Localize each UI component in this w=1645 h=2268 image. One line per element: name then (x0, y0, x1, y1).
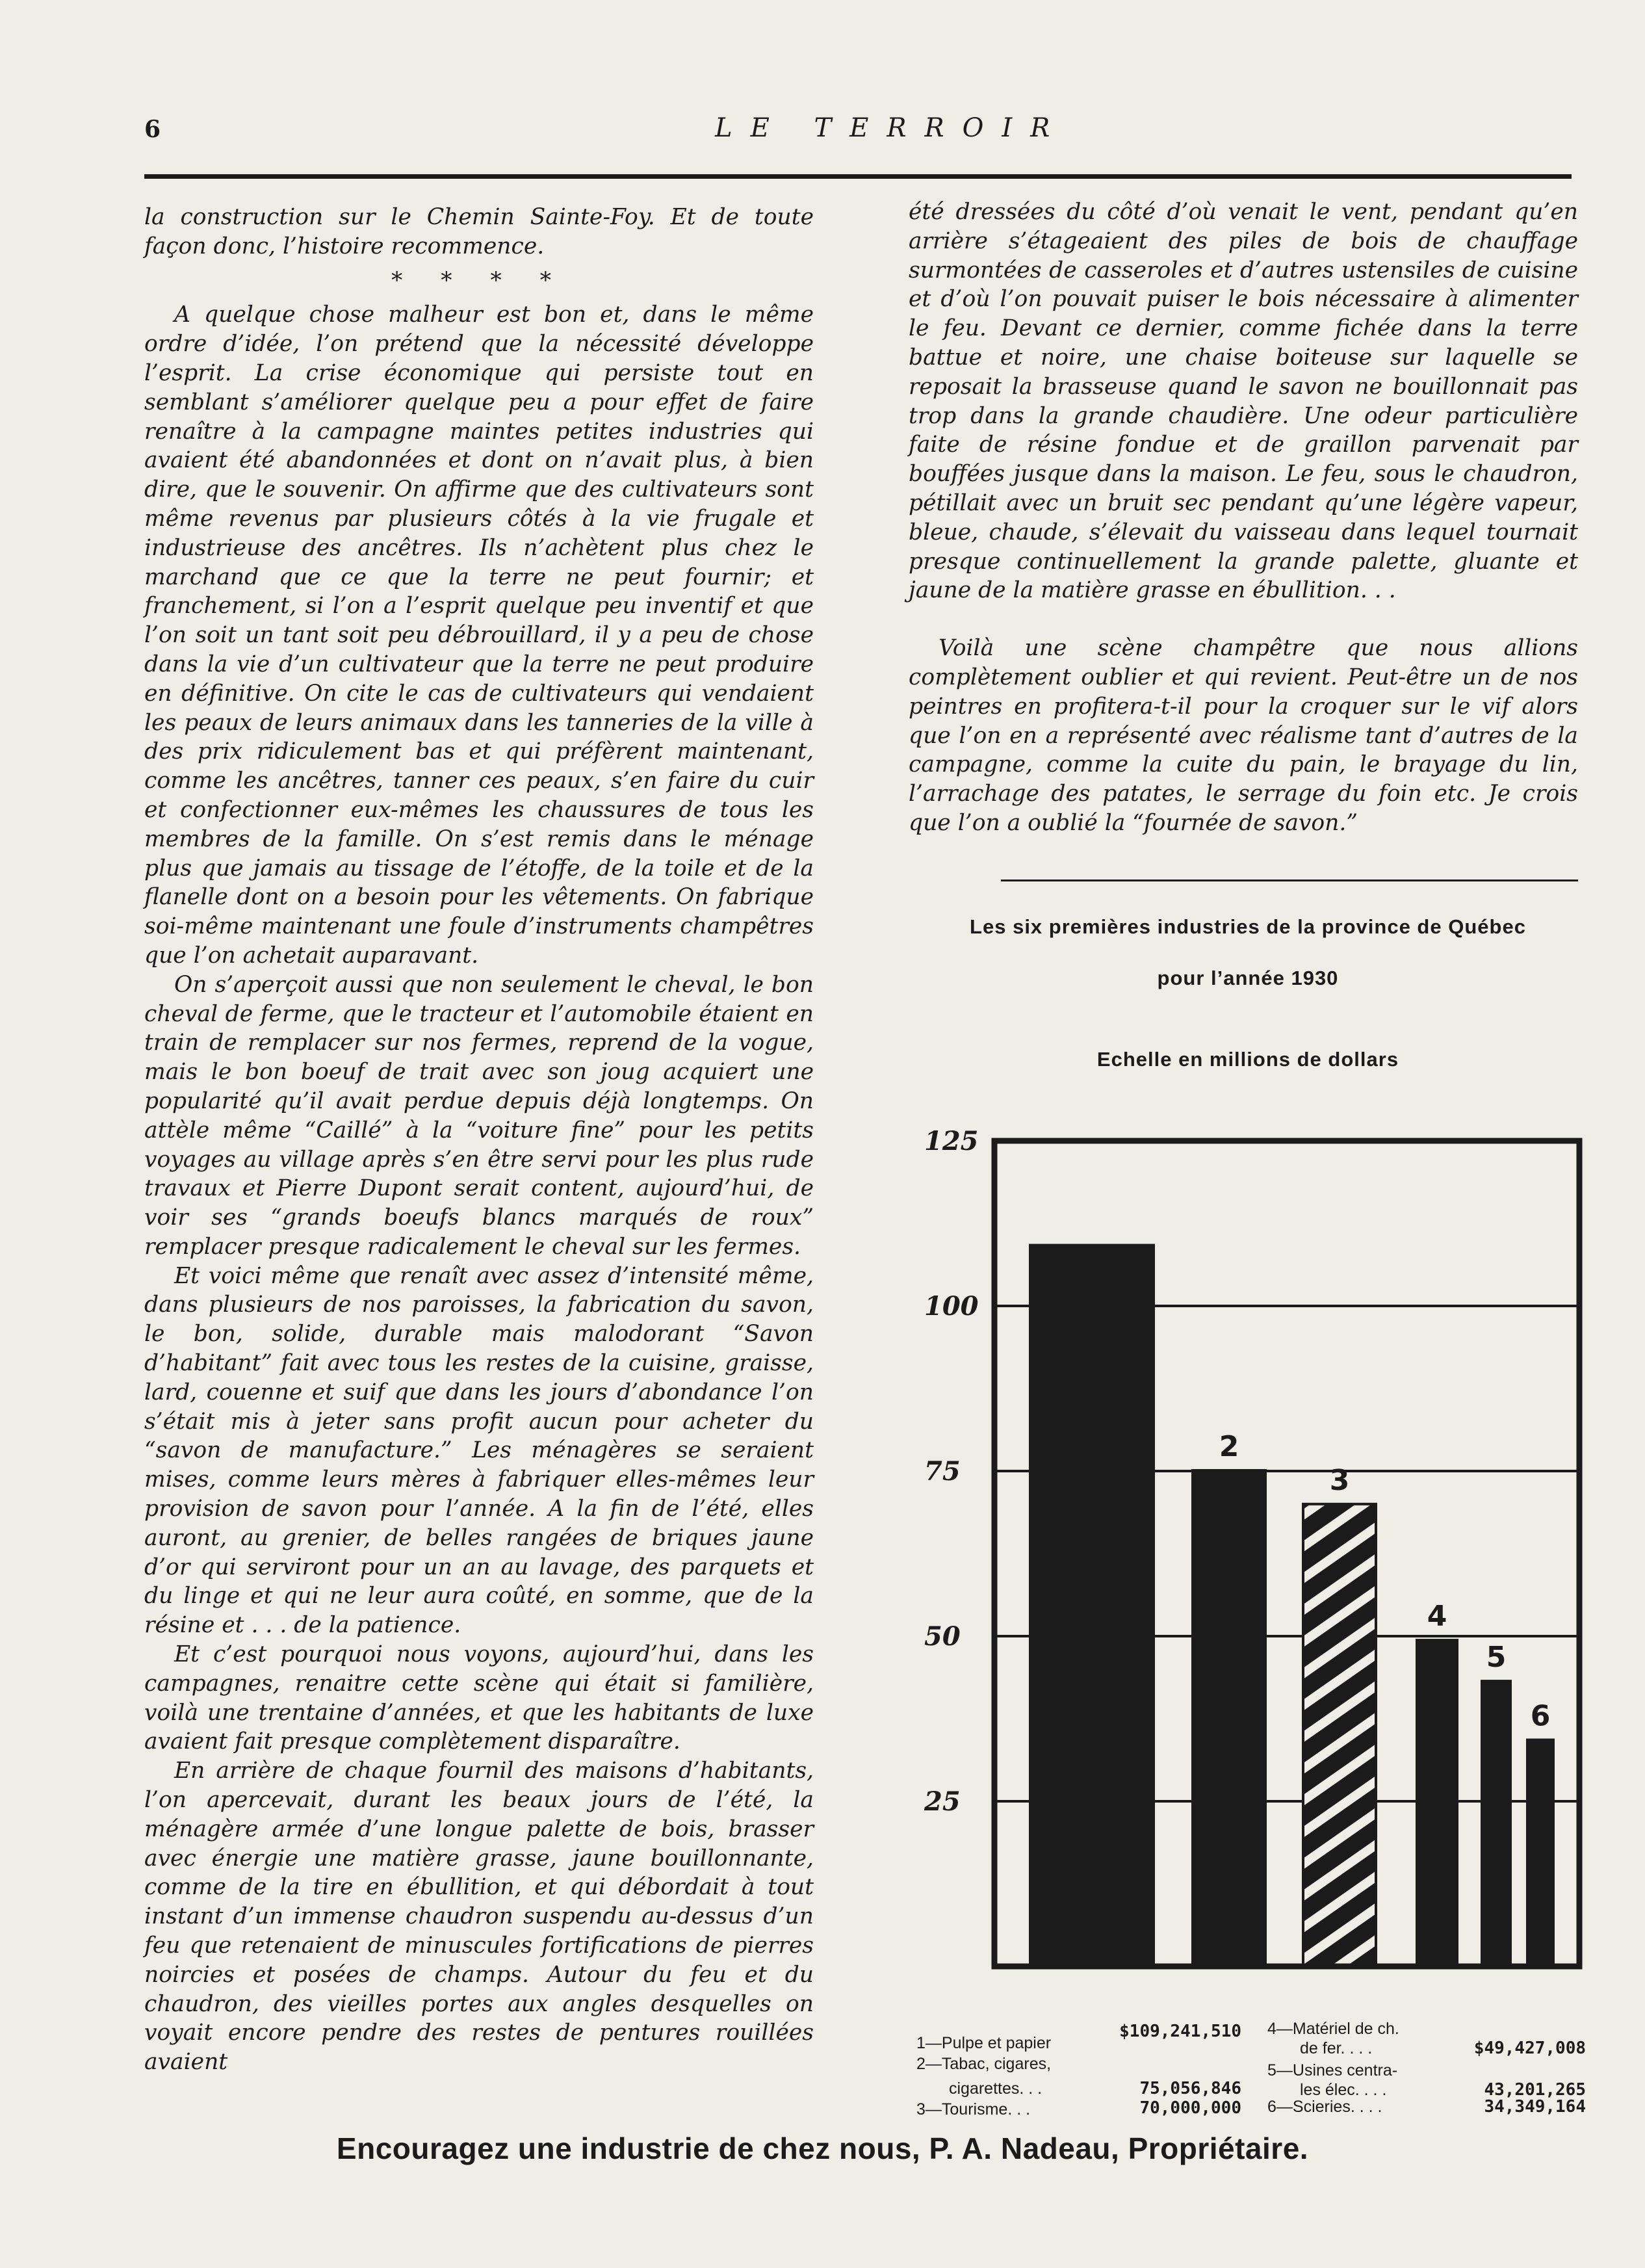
bar-label: 2 (1219, 1429, 1239, 1463)
legend-label: 1—Pulpe et papier (916, 2034, 1052, 2052)
legend-label: les élec. . . . (1300, 2081, 1387, 2099)
legend-value: 43,201,265 (1484, 2080, 1586, 2100)
running-title: LE TERROIR (715, 113, 1069, 143)
bar-4 (1417, 1640, 1457, 1966)
paragraph: A quelque chose malheur est bon et, dans le même ordre d’idée, l’on prétend que la nécessité développe l’esprit. La crise économique qui persiste tout en semblant s’améliorer quelque peu a pour effet de faire renaître à la campagne maintes petites industries qui avaient été abandonnées et dont on n’avait plus, à bien dire, que le souvenir. On affirme que des cultivateurs sont même revenus par plusieurs côtés à la vie frugale et industrieuse des ancêtres. Ils n’achètent plus chez le marchand que ce que la terre ne peut fournir; et franchement, si l’on a l’esprit quelque peu inventif et que l’on soit un tant soit peu débrouillard, il y a peu de chose dans la vie d’un cultivateur que la terre ne peut produire en définitive. On cite le cas de cultivateurs qui vendaient les peaux de leurs animaux dans les tanneries de la ville à des prix ridiculement bas et qui préfèrent maintenant, comme les ancêtres, tanner ces peaux, s’en faire du cuir et confectionner eux-mêmes les chaussures de tous les membres de la famille. On s’est remis dans le ménage plus que jamais au tissage de l’étoffe, de la toile et de la flanelle dont on a besoin pour les vêtements. On fabrique soi-même maintenant une foule d’instruments champêtres que l’on achetait auparavant. (144, 302, 814, 969)
legend-label: 2—Tabac, cigares, (916, 2055, 1052, 2073)
paragraph: On s’aperçoit aussi que non seulement le cheval, le bon cheval de ferme, que le tracteur et l’automobile étaient en train de remplacer sur nos fermes, reprend de la vogue, mais le bon boeuf de trait avec son joug acquiert une popularité qu’il avait perdue depuis déjà longtemps. On attèle même “Caillé” à la “voiture fine” pour les petits voyages au village après s’en être servi pour les plus rude travaux et Pierre Dupont serait content, aujourd’hui, de voir ses “grands boeufs blancs marqués de roux” remplacer presque radicalement le cheval sur les fermes. (144, 971, 814, 1260)
legend-label: 3—Tourisme. . . (916, 2100, 1031, 2118)
bar-1 (1030, 1245, 1154, 1966)
section-separator: * * * * (391, 267, 567, 294)
legend-label: 4—Matériel de ch. (1267, 2020, 1399, 2038)
bar-label: 3 (1329, 1463, 1350, 1497)
y-tick-label: 25 (924, 1786, 961, 1817)
page-number: 6 (144, 116, 161, 143)
y-tick-label: 100 (924, 1291, 979, 1322)
right-column (909, 198, 1578, 838)
legend-label: cigarettes. . . (949, 2079, 1043, 2098)
legend-value: $109,241,510 (1119, 2022, 1241, 2041)
legend-value: $49,427,008 (1473, 2039, 1586, 2058)
paragraph: Voilà une scène champêtre que nous allions complètement oublier et qui revient. Peut-être un de nos peintres en profitera-t-il pour la croquer sur le vif alors que l’on en a représenté avec réalisme tant d’autres de la campagne, comme la cuite du pain, le brayage du lin, l’arrachage des patates, le serrage du foin etc. Je crois que l’on a oublié la “fournée de savon.” (909, 635, 1578, 836)
paragraph: En arrière de chaque fournil des maisons d’habitants, l’on apercevait, durant les beaux jours de l’été, la ménagère armée d’une longue palette de bois, brasser avec énergie une matière grasse, jaune bouillonnante, comme de la tire en ébullition, et qui débordait à tout instant d’un immense chaudron suspendu au-dessus d’un feu que retenaient de minuscules fortifications de pierres noircies et posées de champs. Autour du feu et du chaudron, des vieilles portes aux angles desquelles on voyait encore pendre des restes de pentures rouillées avaient (144, 1758, 814, 2076)
bar-5 (1482, 1681, 1510, 1966)
paragraph: Et voici même que renaît avec assez d’intensité même, dans plusieurs de nos paroisses, la fabrication du savon, le bon, solide, durable mais malodorant “Savon d’habitant” fait avec tous les restes de la cuisine, graisse, lard, couenne et suif que dans les jours d’abondance l’on s’était mis à jeter sans profit aucun pour acheter du “savon de manufacture.” Les ménagères se seraient mises, comme leurs mères à fabriquer elles-mêmes leur provision de savon pour l’année. A la fin de l’été, elles auront, au grenier, de belles rangées de briques jaune d’or qui serviront pour un an au lavage, des parquets et du linge et qui ne leur aura coûté, en somme, que de la résine et . . . de la patience. (144, 1262, 814, 1639)
footer-advertisement: Encouragez une industrie de chez nous, P. A. Nadeau, Propriétaire. (336, 2131, 1309, 2165)
bar-label: 5 (1486, 1641, 1507, 1675)
legend-label: 5—Usines centra- (1267, 2061, 1398, 2079)
paragraph: été dressées du côté d’où venait le vent, pendant qu’en arrière s’étageaient des piles de bois de chauffage surmontées de casseroles et d’autres ustensiles de cuisine et d’où l’on pouvait puiser le bois nécessaire à alimenter le feu. Devant ce dernier, comme fichée dans la terre battue et noire, une chaise boiteuse sur laquelle se reposait la brasseuse quand le savon ne bouillonnait pas trop dans la grande chaudière. Une odeur particulière faite de résine fondue et de graillon parvenait par bouffées jusque dans la maison. Le feu, sous le chaudron, pétillait avec un bruit sec pendant qu’une légère vapeur, bleue, chaude, s’élevait du vaisseau dans lequel tournait presque continuellement la grande palette, gluante et jaune de la matière grasse en ébullition. . . (909, 199, 1578, 604)
legend-value: 34,349,164 (1484, 2097, 1586, 2117)
section-rule (1001, 880, 1578, 881)
chart-subtitle: pour l’année 1930 (1157, 967, 1339, 989)
bar-label: 6 (1530, 1699, 1551, 1733)
paragraph: Et c’est pourquoi nous voyons, aujourd’hui, dans les campagnes, renaitre cette scène qui était si familière, voilà une trentaine d’années, et que les habitants de luxe avaient fait presque complètement disparaître. (144, 1641, 814, 1755)
legend-label: de fer. . . . (1300, 2039, 1373, 2057)
chart-scale-label: Echelle en millions de dollars (1096, 1048, 1399, 1071)
bar-6 (1527, 1740, 1553, 1966)
bar-chart (910, 1118, 1599, 1976)
bar-label: 4 (1427, 1600, 1447, 1634)
header-rule (144, 174, 1572, 179)
legend-value: 75,056,846 (1139, 2079, 1241, 2098)
paragraph: la construction sur le Chemin Sainte-Foy. Et de toute façon donc, l’histoire recommence. (144, 204, 814, 259)
legend-value: 70,000,000 (1139, 2098, 1241, 2118)
legend-label: 6—Scieries. . . . (1267, 2098, 1382, 2116)
y-tick-label: 50 (924, 1621, 961, 1652)
y-tick-label: 75 (924, 1456, 961, 1487)
chart-title: Les six premières industries de la province de Québec (970, 915, 1526, 938)
page-header (0, 113, 1645, 155)
left-column (144, 203, 814, 2077)
y-tick-label: 125 (924, 1126, 979, 1156)
bar-2 (1193, 1470, 1265, 1966)
bar-3 (1303, 1504, 1376, 1966)
